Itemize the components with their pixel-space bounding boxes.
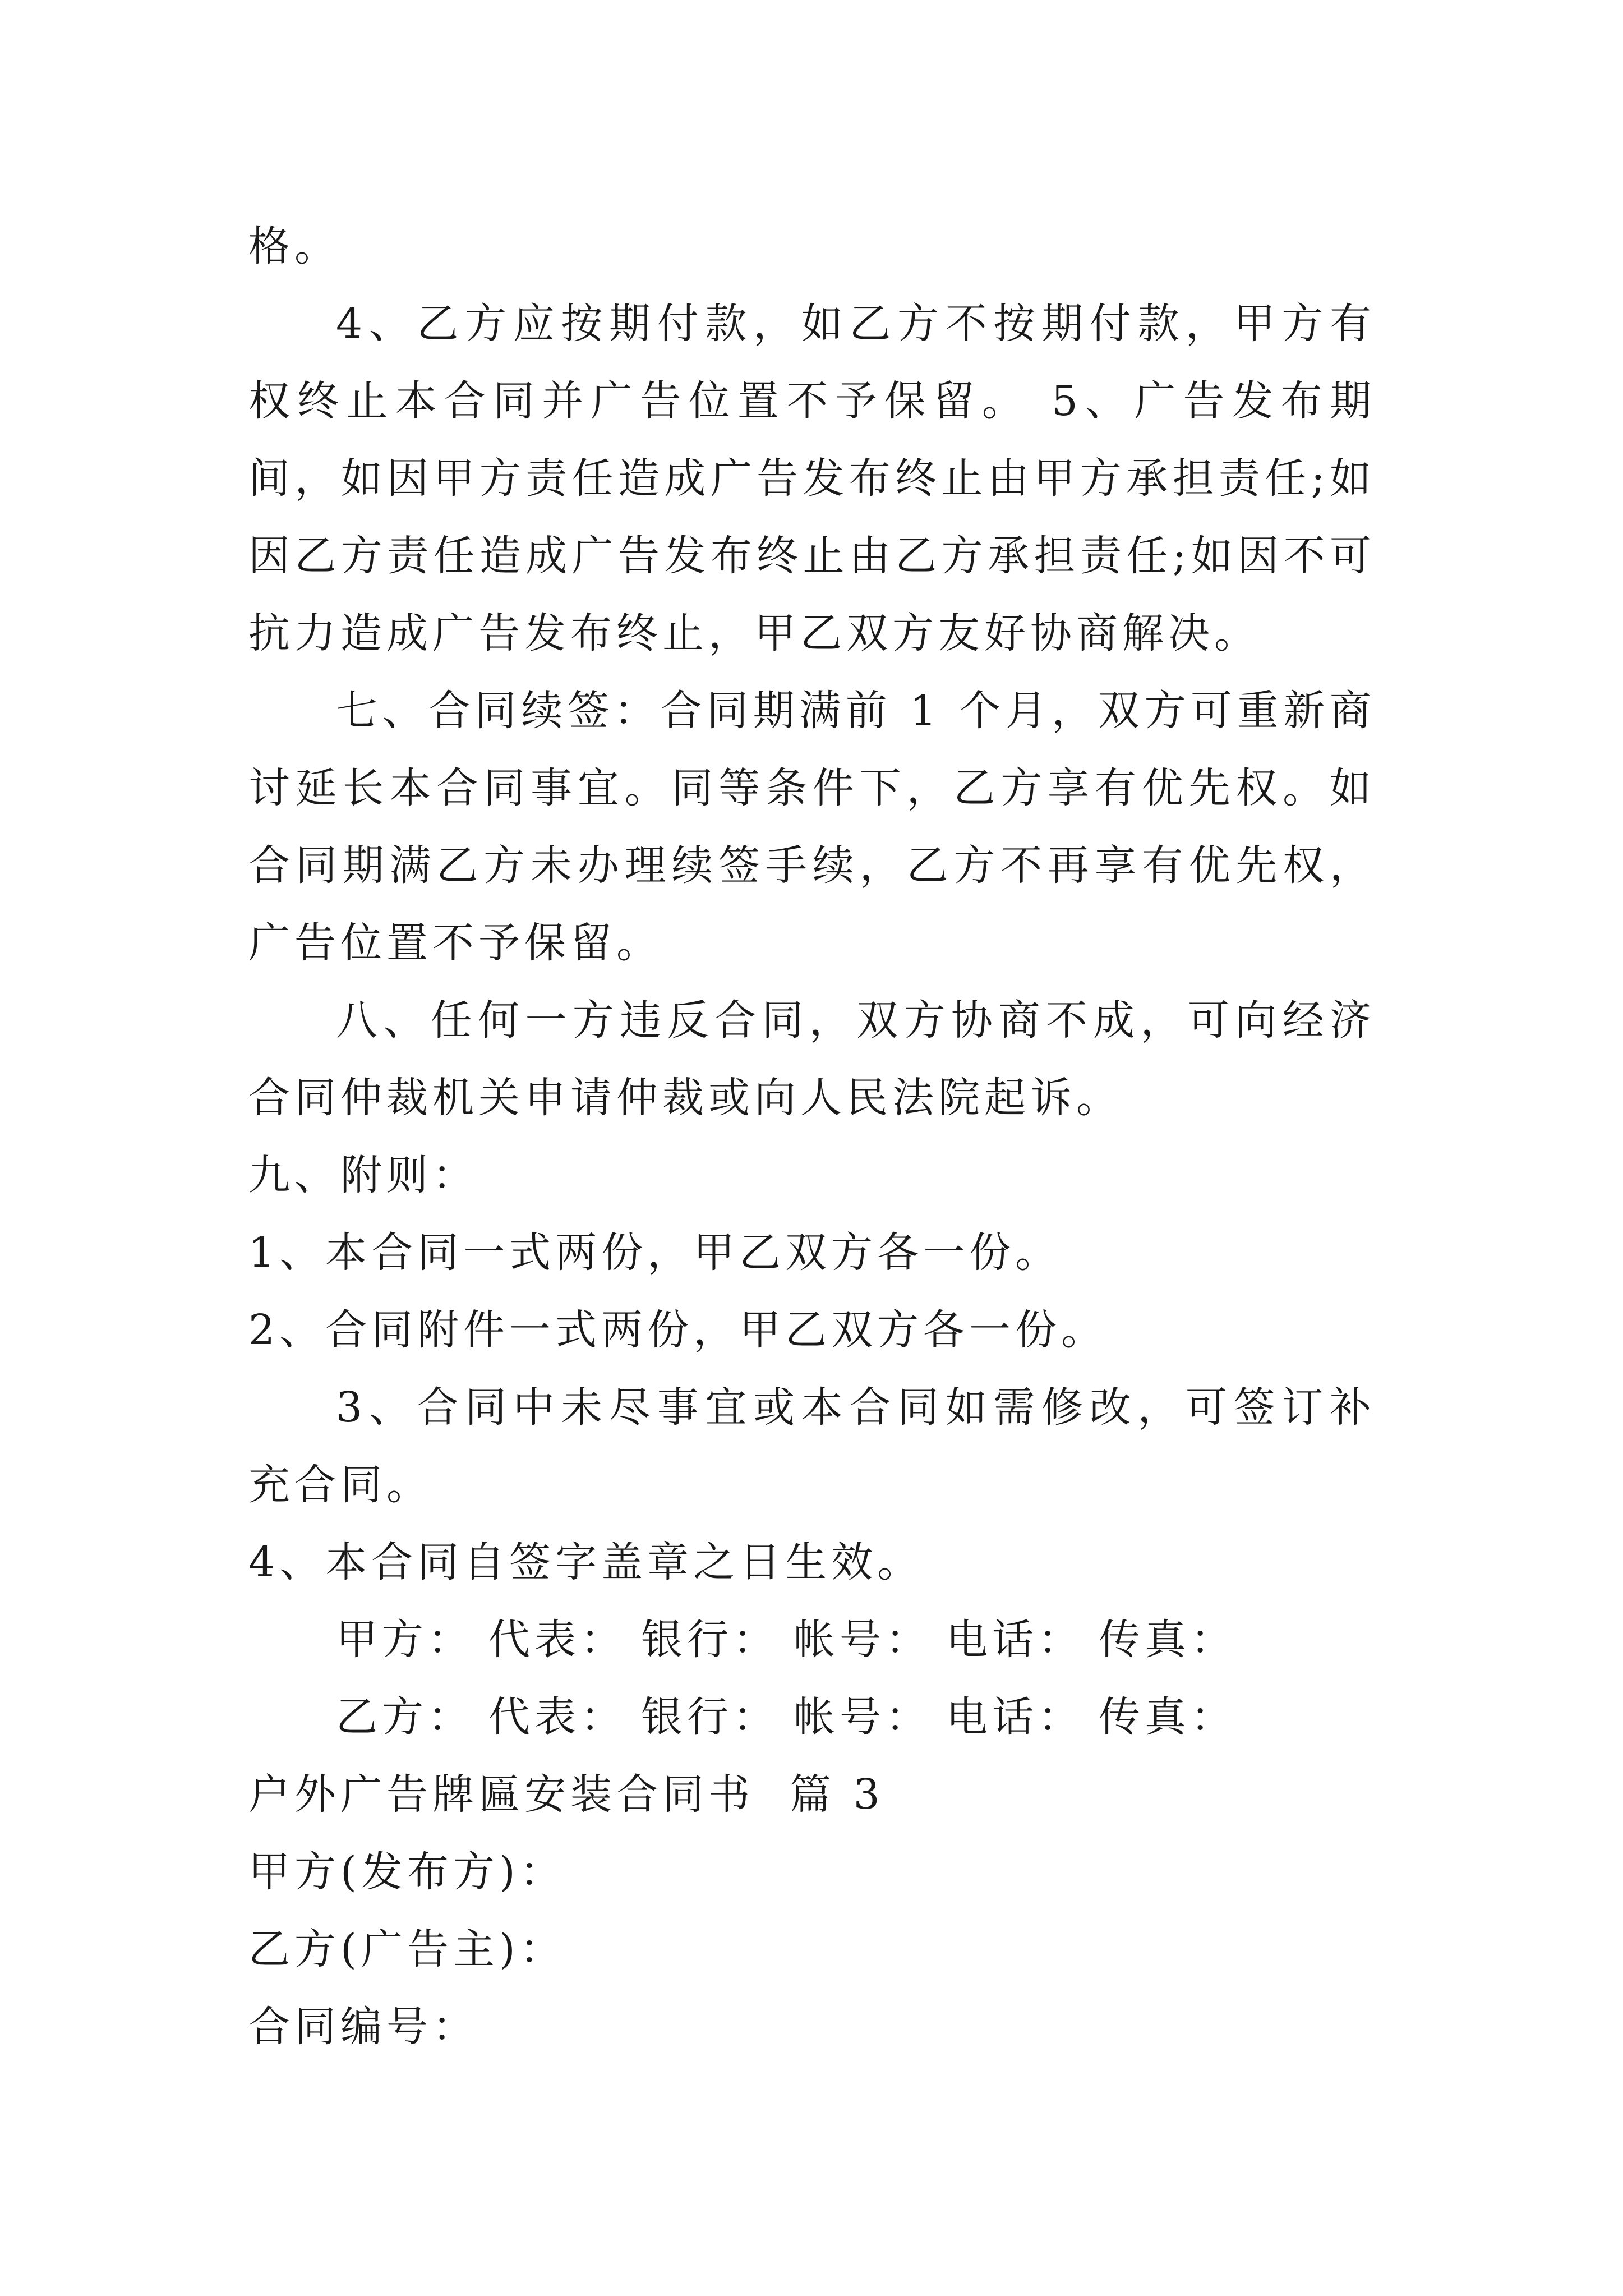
paragraph-continuation: 格。: [248, 222, 340, 270]
party-a-account-label: 帐号：: [794, 1616, 932, 1664]
party-a-representative-label: 代表：: [488, 1616, 626, 1664]
paragraph-renewal: 七、合同续签：合同期满前 1 个月，双方可重新商讨延长本合同事宜。同等条件下，乙方享有优先权。如合同期满乙方未办理续签手续，乙方不再享有优先权，广告位置不予保留。: [248, 687, 1376, 967]
appendix-item-1: 1、本合同一式两份，甲乙双方各一份。: [248, 1228, 1062, 1277]
party-b-account-label: 帐号：: [794, 1693, 932, 1741]
document-body: [248, 208, 1376, 2065]
party-a-fax-label: 传真：: [1099, 1616, 1237, 1664]
advertiser-line: 乙方(广告主)：: [248, 1925, 566, 1973]
appendix-item-3: 3、合同中未尽事宜或本合同如需修改，可签订补充合同。: [248, 1383, 1376, 1509]
appendix-item-2: 2、合同附件一式两份，甲乙双方各一份。: [248, 1306, 1108, 1354]
party-b-bank-label: 银行：: [641, 1693, 779, 1741]
paragraph-dispute: 八、任何一方违反合同，双方协商不成，可向经济合同仲裁机关申请仲裁或向人民法院起诉。: [248, 996, 1376, 1122]
appendix-item-4: 4、本合同自签字盖章之日生效。: [248, 1538, 924, 1586]
party-b-label: 乙方：: [336, 1693, 474, 1741]
section-title: 户外广告牌匾安装合同书 篇 3: [248, 1770, 884, 1819]
contract-number-line: 合同编号：: [248, 2003, 478, 2051]
party-b-phone-label: 电话：: [946, 1693, 1084, 1741]
party-a-phone-label: 电话：: [946, 1616, 1084, 1664]
party-b-signature-fields: [248, 1678, 1376, 1756]
party-a-signature-fields: [248, 1601, 1376, 1678]
publisher-line: 甲方(发布方)：: [248, 1848, 566, 1896]
party-a-label: 甲方：: [336, 1616, 474, 1664]
paragraph-payment-terms: 4、乙方应按期付款，如乙方不按期付款，甲方有权终止本合同并广告位置不予保留。 5、广告发布期间，如因甲方责任造成广告发布终止由甲方承担责任;如因乙方责任造成广告发布终止由乙方承担责任;如因不可抗力造成广告发布终止，甲乙双方友好协商解决。: [248, 300, 1376, 657]
party-b-fax-label: 传真：: [1099, 1693, 1237, 1741]
heading-appendix: 九、附则：: [248, 1151, 478, 1199]
party-a-bank-label: 银行：: [641, 1616, 779, 1664]
party-b-representative-label: 代表：: [488, 1693, 626, 1741]
